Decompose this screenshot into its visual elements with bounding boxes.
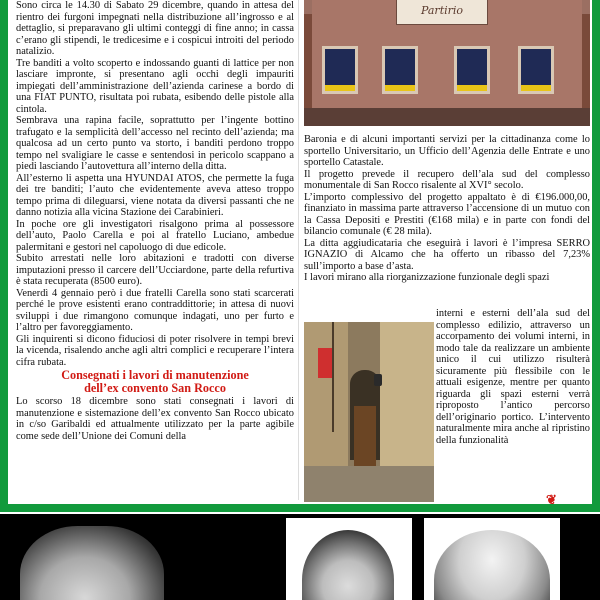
photo-ground bbox=[304, 466, 434, 502]
photo-door bbox=[354, 406, 376, 470]
article-paragraph: Gli inquirenti si dicono fiduciosi di poter risolvere in tempi brevi la vicenda, risalendo anche agli altri complici e recuperare l’intera cifra rubata. bbox=[16, 333, 294, 368]
publication-logo-icon: ❦ bbox=[546, 492, 557, 507]
article-paragraph: Tre banditi a volto scoperto e indossando guanti di lattice per non lasciare impronte, si presentano agli occhi degli impauriti impiegati dell’amministrazione dell’azienda carinese a bordo di una FIAT PUNTO, risultata poi rubata, esibendo delle pistole alla cintola. bbox=[16, 57, 294, 115]
street-lamp bbox=[374, 374, 382, 386]
section-title bbox=[16, 369, 294, 395]
building-sign: Partirio bbox=[396, 0, 488, 25]
right-column-text bbox=[304, 134, 590, 284]
child-photo bbox=[20, 526, 164, 600]
street-photo bbox=[304, 322, 434, 502]
article-paragraph: Lo scorso 18 dicembre sono stati consegnati i lavori di manutenzione e sistemazione dell’ex convento San Rocco ubicato in c/so Garibaldi ed attualmente utilizzato per la parte agibile come sede dell’Unione dei Comuni della bbox=[16, 396, 294, 442]
article-paragraph: Sono circa le 14.30 di Sabato 29 dicembre, quando in attesa del rientro dei furgoni impegnati nella distribuzione all’ingrosso e al dettaglio, si preparavano gli ultimi conteggi di fine anno; in cassa c’erano gli stipendi, le tredicesime e i cospicui introiti del periodo natalizio. bbox=[16, 0, 294, 57]
right-column-wrap-text bbox=[436, 308, 590, 446]
section-title-line: dell’ex convento San Rocco bbox=[84, 381, 226, 395]
article-paragraph: interni e esterni dell’ala sud del complesso edilizio, attraverso un accorpamento dei volumi interni, in modo tale da realizzare un ambiente unico il cui utilizzo risulterà sicuramente più flessibile con le attuali esigenze, mentre per quanto riguarda gli spazi esterni verrà riproposto l’antico percorso dell’originario portico. L’intervento naturalmente mira anche al ripristino della funzionalità bbox=[436, 308, 590, 446]
article-paragraph: Il progetto prevede il recupero dell’ala sud del complesso monumentale di San Rocco risalente al XVI° secolo. bbox=[304, 168, 590, 191]
article-paragraph: Baronia e di alcuni importanti servizi per la cittadinanza come lo sportello Universitario, un Ufficio dell’Agenzia delle Entrate e uno sportello Catastale. bbox=[304, 134, 590, 168]
article-paragraph: I lavori mirano alla riorganizzazione funzionale degli spazi bbox=[304, 272, 550, 283]
photo-strip bbox=[0, 514, 600, 600]
article-paragraph: Subito arrestati nelle loro abitazioni e tradotti con diverse imputazioni presso il carcere dell’Ucciardone, parte della refurtiva è stata recuperata (8500 euro). bbox=[16, 253, 294, 287]
article-paragraph: L’importo complessivo del progetto appaltato è di €196.000,00, finanziato in massima parte attraverso l’accensione di un mutuo con la Cassa Depositi e Prestiti (€168 mila) e in parte con fondi del bilancio comunale (€ 28 mila). bbox=[304, 191, 590, 237]
column-divider bbox=[298, 0, 299, 500]
left-column bbox=[16, 0, 294, 498]
article-paragraph: Sembrava una rapina facile, soprattutto per l’ingente bottino trafugato e la semplicità dell’accesso nel recinto dell’azienda; ma qualcosa ad un certo punto va storto, i banditi perdono troppo tempo nel svaligiare le casse e sentendosi in pericolo scappano a piedi lasciando l’autovettura all’interno della ditta. bbox=[16, 115, 294, 172]
article-paragraph: La ditta aggiudicataria che eseguirà i lavori è l’impresa SERRO IGNAZIO di Alcamo che ha offerto un ribasso del 7,23% sull’importo a base d’asta. bbox=[304, 237, 590, 272]
article-paragraph: In poche ore gli investigatori risalgono prima al possessore dell’auto, Paolo Carella e poi al fratello Luciano, ambedue palermitani e gestori nel capoluogo di due edicole. bbox=[16, 218, 294, 253]
section-title-line: Consegnati i lavori di manutenzione bbox=[61, 368, 249, 382]
photo-pipe bbox=[332, 322, 334, 432]
article-paragraph: Venerdì 4 gennaio però i due fratelli Carella sono stati scarcerati perché le prove esistenti erano contraddittorie; in attesa di nuovi sviluppi i due rimangono comunque indagati, uno per furto e l’altro per favoreggiamento. bbox=[16, 287, 294, 333]
article-paragraph: All’esterno li aspetta una HYUNDAI ATOS, che permette la fuga dei tre banditi; l’auto che evidentemente aveva atteso troppo tempo prima di dileguarsi, viene notata da diversi passanti che ne danno notizia alla vicina Stazione dei Carabinieri. bbox=[16, 172, 294, 218]
photo-window bbox=[318, 348, 332, 378]
